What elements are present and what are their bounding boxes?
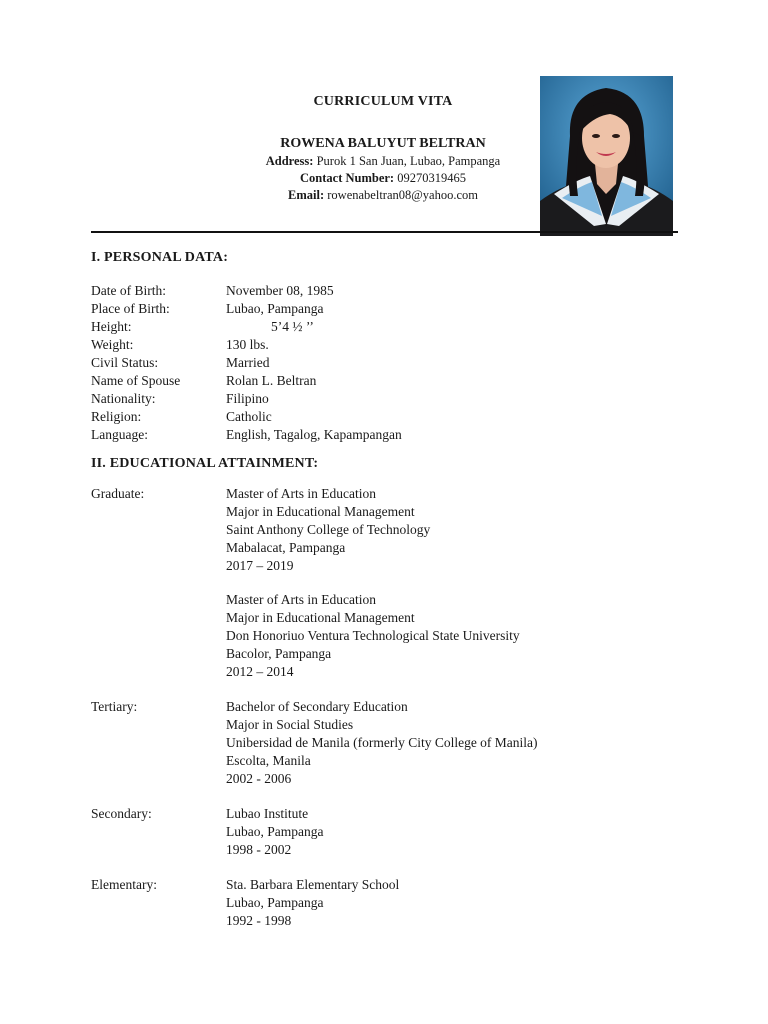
education-line: Saint Anthony College of Technology: [226, 522, 431, 537]
education-level-label: Tertiary:: [91, 699, 138, 714]
personal-row: [91, 318, 691, 336]
education-tertiary-block: [91, 698, 711, 788]
contact-value: 09270319465: [394, 171, 466, 185]
address-label: Address:: [265, 154, 314, 168]
education-details: [226, 485, 430, 575]
field-label: Height:: [91, 319, 132, 334]
field-value: Catholic: [226, 409, 272, 424]
personal-data-heading: I. PERSONAL DATA:: [91, 250, 229, 265]
education-line: Major in Educational Management: [226, 610, 415, 625]
field-label: Nationality:: [91, 391, 156, 406]
education-details: [226, 805, 323, 859]
personal-row: [91, 336, 691, 354]
education-line: 2017 – 2019: [226, 558, 294, 573]
education-line: Master of Arts in Education: [226, 486, 376, 501]
education-line: 1998 - 2002: [226, 842, 292, 857]
education-line: Bacolor, Pampanga: [226, 646, 332, 661]
personal-row: [91, 354, 691, 372]
education-secondary-block: [91, 805, 711, 859]
education-line: Escolta, Manila: [226, 753, 311, 768]
personal-row: [91, 372, 691, 390]
applicant-name: ROWENA BALUYUT BELTRAN: [280, 136, 486, 151]
education-graduate-block-2: [91, 591, 711, 681]
education-level-label: Secondary:: [91, 806, 152, 821]
education-details: [226, 876, 399, 930]
education-line: Bachelor of Secondary Education: [226, 699, 408, 714]
field-value: Rolan L. Beltran: [226, 373, 317, 388]
field-label: Civil Status:: [91, 355, 159, 370]
profile-photo-illustration: [540, 76, 673, 236]
education-line: Master of Arts in Education: [226, 592, 376, 607]
field-label: Weight:: [91, 337, 134, 352]
field-label: Place of Birth:: [91, 301, 170, 316]
education-level-label: Elementary:: [91, 877, 157, 892]
personal-row: [91, 282, 691, 300]
field-label: Religion:: [91, 409, 142, 424]
education-heading: II. EDUCATIONAL ATTAINMENT:: [91, 456, 319, 471]
contact-line: [200, 170, 566, 187]
field-value: English, Tagalog, Kapampangan: [226, 427, 402, 442]
education-line: 1992 - 1998: [226, 913, 292, 928]
education-line: Major in Educational Management: [226, 504, 415, 519]
field-value: 5’4 ½ ’’: [271, 319, 314, 334]
personal-row: [91, 426, 691, 444]
field-label: Name of Spouse: [91, 373, 181, 388]
field-value: Married: [226, 355, 270, 370]
education-line: Lubao, Pampanga: [226, 824, 324, 839]
field-label: Date of Birth:: [91, 283, 166, 298]
cv-header: [200, 94, 566, 204]
personal-row: [91, 390, 691, 408]
education-level-label: Graduate:: [91, 486, 145, 501]
contact-label: Contact Number:: [300, 171, 395, 185]
field-label: Language:: [91, 427, 148, 442]
education-line: 2012 – 2014: [226, 664, 294, 679]
email-line: [200, 187, 566, 204]
education-graduate-block: [91, 485, 711, 575]
education-line: Mabalacat, Pampanga: [226, 540, 346, 555]
address-line: [200, 153, 566, 170]
education-line: Sta. Barbara Elementary School: [226, 877, 400, 892]
field-value: 130 lbs.: [226, 337, 269, 352]
field-value: November 08, 1985: [226, 283, 334, 298]
personal-row: [91, 408, 691, 426]
address-value: Purok 1 San Juan, Lubao, Pampanga: [313, 154, 501, 168]
education-line: 2002 - 2006: [226, 771, 292, 786]
email-label: Email:: [288, 188, 325, 202]
education-line: Don Honoriuo Ventura Technological State University: [226, 628, 520, 643]
education-details: [226, 698, 538, 788]
education-line: Lubao Institute: [226, 806, 309, 821]
personal-row: [91, 300, 691, 318]
field-value: Filipino: [226, 391, 269, 406]
field-value: Lubao, Pampanga: [226, 301, 324, 316]
personal-data-list: [91, 282, 691, 444]
email-value: rowenabeltran08@yahoo.com: [324, 188, 478, 202]
education-details: [226, 591, 520, 681]
education-level-label: [91, 591, 226, 681]
document-title: CURRICULUM VITA: [313, 94, 453, 109]
profile-photo: [540, 76, 673, 236]
education-line: Unibersidad de Manila (formerly City College of Manila): [226, 735, 538, 750]
education-elementary-block: [91, 876, 711, 930]
education-line: Lubao, Pampanga: [226, 895, 324, 910]
header-divider: [91, 231, 678, 233]
education-line: Major in Social Studies: [226, 717, 354, 732]
